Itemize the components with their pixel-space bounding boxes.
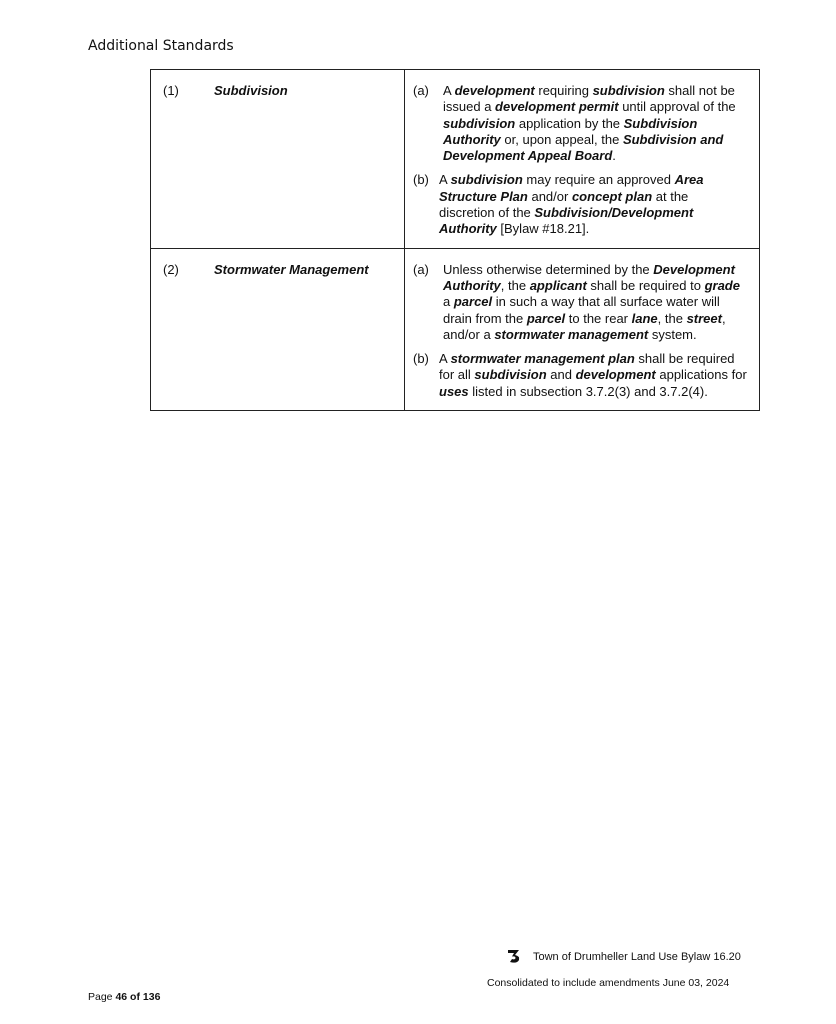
clause-text-run: and/or (527, 188, 572, 204)
defined-term: Subdivision/Development Authority (439, 205, 694, 237)
clause-item (413, 351, 747, 400)
header-title: Additional Standards (88, 38, 234, 54)
clause-label: (a) (413, 261, 429, 277)
clause-text-run: A (439, 172, 451, 188)
footer-bylaw-title: Town of Drumheller Land Use Bylaw 16.20 (533, 951, 741, 963)
clause-text-run: applications for (655, 367, 747, 383)
clause-text-run: A (443, 83, 455, 98)
clause-item (413, 83, 747, 164)
clause-item (413, 262, 747, 343)
defined-term: Subdivision Authority (443, 115, 698, 147)
clause-label: (b) (413, 351, 429, 367)
clause-text-run: a (443, 294, 454, 310)
defined-term: applicant (529, 277, 587, 293)
clause-text-run: shall be required for all (439, 351, 735, 383)
clause-text-run: listed in subsection 3.7.2(3) and 3.7.2(4). (468, 383, 708, 399)
defined-term: stormwater management (494, 326, 649, 342)
clause-text (439, 172, 747, 237)
defined-term: street (686, 310, 722, 326)
clause-text-run: , the (500, 277, 530, 293)
defined-term: development permit (495, 99, 619, 115)
clause-text-run: in such a way that all surface water will drain from the (443, 294, 720, 326)
defined-term: development (454, 83, 535, 98)
page-number (88, 991, 160, 1003)
section-number: (1) (163, 83, 179, 98)
section-heading-cell (151, 248, 405, 410)
clause-text-run: system. (648, 326, 697, 342)
footer-consolidated-note: Consolidated to include amendments June 03, 2024 (487, 977, 730, 989)
section-title: Stormwater Management (214, 261, 369, 277)
section-clauses-cell (405, 248, 760, 410)
page-prefix: Page (88, 991, 116, 1003)
clause-text-run: , the (657, 310, 687, 326)
page-of: of (127, 991, 143, 1003)
defined-term: concept plan (571, 188, 653, 204)
clause-text-run: A (439, 351, 451, 367)
clause-text-run: requiring (534, 83, 593, 98)
defined-term: uses (439, 383, 469, 399)
clause-text-run: application by the (515, 115, 624, 131)
clause-text-run: shall be required to (586, 277, 705, 293)
standards-table (150, 69, 760, 411)
clause-text-run: at the discretion of the (439, 188, 689, 221)
table-row (151, 70, 760, 249)
clause-text (443, 262, 747, 343)
section-title: Subdivision (214, 83, 288, 98)
defined-term: stormwater management plan (450, 351, 635, 367)
defined-term: Area Structure Plan (439, 172, 704, 204)
clause-item (413, 172, 747, 237)
page-total: 136 (142, 991, 161, 1003)
section-clauses-cell (405, 70, 760, 249)
defined-term: parcel (526, 310, 566, 326)
clause-text-run: to the rear (565, 310, 632, 326)
section-heading-cell (151, 70, 405, 249)
defined-term: parcel (453, 294, 493, 310)
clause-text-run: until approval of the (618, 99, 736, 115)
clause-text-run: [Bylaw #18.21]. (496, 221, 590, 237)
defined-term: development (575, 367, 656, 383)
clause-label: (a) (413, 83, 429, 98)
clause-text-run: , and/or a (443, 310, 726, 342)
defined-term: grade (704, 277, 740, 293)
clause-text-run: shall not be issued a (443, 83, 735, 115)
clause-label: (b) (413, 172, 429, 188)
clause-text-run: or, upon appeal, the (500, 131, 623, 147)
page-current: 46 (115, 991, 128, 1003)
defined-term: Subdivision and Development Appeal Board (443, 131, 724, 164)
clause-text-run: Unless otherwise determined by the (443, 261, 654, 277)
defined-term: subdivision (592, 83, 665, 98)
clause-text-run: and (546, 367, 576, 383)
defined-term: subdivision (474, 367, 547, 383)
clause-text-run: . (612, 148, 616, 164)
defined-term: subdivision (450, 172, 523, 188)
clause-text (439, 351, 747, 400)
clause-text (443, 83, 747, 164)
clause-text-run: may require an approved (522, 172, 675, 188)
defined-term: Development Authority (443, 261, 735, 293)
defined-term: subdivision (443, 115, 516, 131)
section-number: (2) (163, 261, 179, 277)
drumheller-logo-icon (506, 948, 522, 964)
defined-term: lane (631, 310, 658, 326)
table-row (151, 248, 760, 410)
